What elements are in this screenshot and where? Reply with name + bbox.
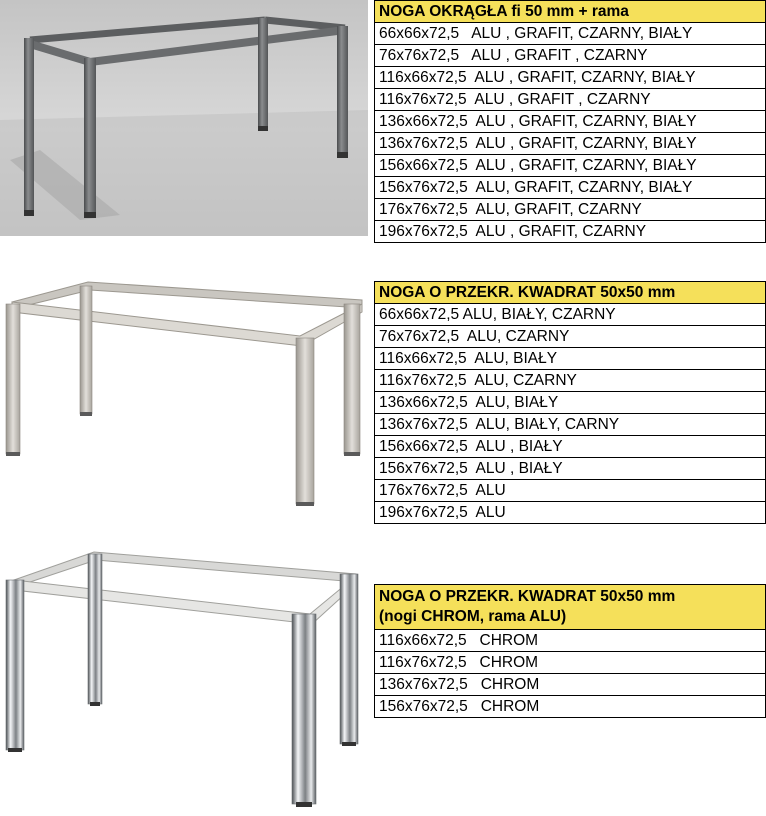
product-table-square-legs-alu — [374, 281, 766, 524]
product-table-round-legs — [374, 0, 766, 243]
table-row: 156x76x72,5 ALU, GRAFIT, CZARNY, BIAŁY — [375, 177, 766, 199]
table-row: 76x76x72,5 ALU, CZARNY — [375, 326, 766, 348]
table-row: 156x76x72,5 ALU , BIAŁY — [375, 458, 766, 480]
table-row: 66x66x72,5 ALU, BIAŁY, CZARNY — [375, 304, 766, 326]
table-header-line: NOGA O PRZEKR. KWADRAT 50x50 mm — [379, 588, 676, 605]
table-row: 76x76x72,5 ALU , GRAFIT , CZARNY — [375, 45, 766, 67]
table-row: 136x76x72,5 ALU, BIAŁY, CARNY — [375, 414, 766, 436]
table-row: 176x76x72,5 ALU, GRAFIT, CZARNY — [375, 199, 766, 221]
table-row: 136x76x72,5 CHROM — [375, 674, 766, 696]
table-row: 66x66x72,5 ALU , GRAFIT, CZARNY, BIAŁY — [375, 23, 766, 45]
table-row: 196x76x72,5 ALU , GRAFIT, CZARNY — [375, 221, 766, 243]
table-row: 116x76x72,5 ALU , GRAFIT , CZARNY — [375, 89, 766, 111]
table-row: 136x66x72,5 ALU, BIAŁY — [375, 392, 766, 414]
table-header: NOGA OKRĄGŁA fi 50 mm + rama — [375, 1, 766, 23]
table-row: 156x66x72,5 ALU , BIAŁY — [375, 436, 766, 458]
table-row: 136x66x72,5 ALU , GRAFIT, CZARNY, BIAŁY — [375, 111, 766, 133]
table-header: NOGA O PRZEKR. KWADRAT 50x50 mm — [375, 282, 766, 304]
table-row: 196x76x72,5 ALU — [375, 502, 766, 524]
table-frame-photo-square-legs-alu — [0, 276, 368, 508]
table-row: 116x66x72,5 ALU , GRAFIT, CZARNY, BIAŁY — [375, 67, 766, 89]
table-row: 156x76x72,5 CHROM — [375, 696, 766, 718]
product-table-chrome-legs — [374, 584, 766, 718]
table-frame-photo-round-legs — [0, 0, 368, 236]
table-row: 116x76x72,5 ALU, CZARNY — [375, 370, 766, 392]
table-header-line: (nogi CHROM, rama ALU) — [379, 608, 567, 625]
table-row: 116x66x72,5 ALU, BIAŁY — [375, 348, 766, 370]
table-row: 116x66x72,5 CHROM — [375, 630, 766, 652]
table-row: 156x66x72,5 ALU , GRAFIT, CZARNY, BIAŁY — [375, 155, 766, 177]
table-row: 136x76x72,5 ALU , GRAFIT, CZARNY, BIAŁY — [375, 133, 766, 155]
table-row: 116x76x72,5 CHROM — [375, 652, 766, 674]
table-header — [375, 585, 766, 630]
table-row: 176x76x72,5 ALU — [375, 480, 766, 502]
table-frame-photo-chrome-legs — [0, 544, 368, 812]
